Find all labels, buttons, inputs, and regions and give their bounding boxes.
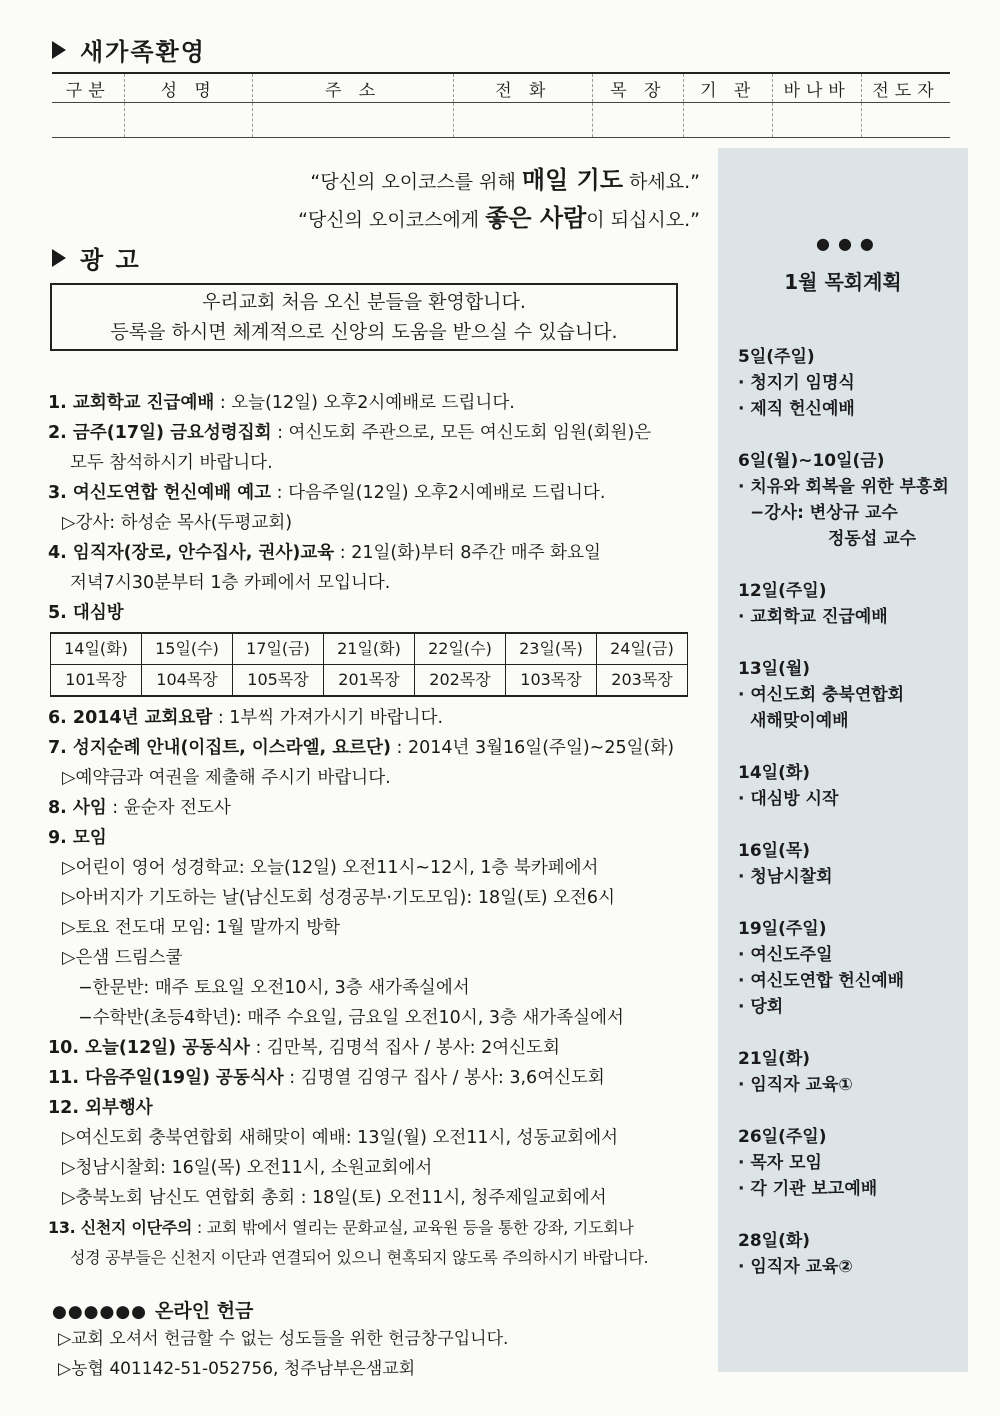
plan-day: 13일(월)	[738, 659, 811, 679]
online-offering-heading: ●●●●●● 온라인 헌금	[52, 1300, 254, 1322]
col-division: 구분	[52, 73, 125, 103]
announcement-13: 13. 신천지 이단주의 : 교회 밖에서 열리는 문화교실, 교육원 등을 통한 강좌, 기도회나	[48, 1218, 634, 1237]
newfamily-table	[52, 72, 950, 138]
announcement-11: 11. 다음주일(19일) 공동식사 : 김명열 김영구 집사 / 봉사: 3,6여신도회	[48, 1068, 605, 1088]
col-evangelist: 전도자	[862, 73, 950, 103]
quote-1: “당신의 오이코스를 위해 매일 기도 하세요.”	[310, 166, 700, 194]
newfamily-empty-row	[52, 103, 950, 138]
plan-day: 12일(주일)	[738, 581, 827, 601]
schedule-days-row: 14일(화) 15일(수) 17일(금) 21일(화) 22일(수) 23일(목) 24일(금)	[51, 633, 688, 665]
announcement-6: 6. 2014년 교회요람 : 1부씩 가져가시기 바랍니다.	[48, 708, 444, 728]
plan-day: 21일(화)	[738, 1049, 811, 1069]
dot-bullets-icon: ●●●●●●	[52, 1302, 148, 1322]
visitation-schedule-table	[50, 632, 688, 697]
dot-bullets-icon: ●●●	[816, 234, 882, 253]
plan-day: 6일(월)~10일(금)	[738, 451, 885, 471]
col-organization: 기 관	[684, 73, 773, 103]
triangle-bullet-icon	[52, 249, 66, 267]
plan-day: 14일(화)	[738, 763, 811, 783]
plan-day: 28일(화)	[738, 1231, 811, 1251]
plan-day: 26일(주일)	[738, 1127, 827, 1147]
announcement-10: 10. 오늘(12일) 공동식사 : 김만복, 김명석 집사 / 봉사: 2여신도회	[48, 1038, 560, 1058]
announcement-8: 8. 사임 : 윤순자 전도사	[48, 798, 231, 818]
col-cell-group: 목 장	[593, 73, 684, 103]
announcement-7: 7. 성지순례 안내(이집트, 이스라엘, 요르단) : 2014년 3월16일(주일)~25일(화)	[48, 738, 675, 758]
monthly-plan-title: 1월 목회계획	[784, 270, 902, 294]
col-address: 주 소	[253, 73, 454, 103]
announcement-list: 1. 교회학교 진급예배 : 오늘(12일) 오후2시예배로 드립니다. 2. 금주(17일) 금요성령집회 : 여신도회 주관으로, 모든 여신도회 임원(회원)은 모두 참석하시기 바랍니다. 3. 여신도연합 헌신예배 예고 : 다음주일(12일) 오후2시예배로 드립니다. ▷강사: 하성순 목사(두평교회) 4. 임직자(장로, 안수집사, 권사)교육 : 21일(화)부터 8주간 매주 화요일 저녁7시30분부터 1층 카페에서 모입니다. 5. 대심방 14일(화) 15일(수) 17일(금) 21일(화) 22일(수) 23일(목) 24일(금) 101목장 104목장 105목장 201목장 202목장 103목장 203목장 6. 2014년 교회요람 : 1부씩 가져가시기 바랍니다. 7. 성지순례 안내(이집트, 이스라엘, 요르단) : 2014년 3월16일(주일)~25일(화) ▷예약금과 여권을 제출해 주시기 바랍니다. 8. 사임 : 윤순자 전도사 9. 모임 ▷어린이 영어 성경학교: 오늘(12일) 오전11시~12시, 1층 북카페에서 ▷아버지가 기도하는 날(남신도회 성경공부·기도모임): 18일(토) 오전6시 ▷토요 전도대 모임: 1월 말까지 방학 ▷은샘 드림스쿨 −한문반: 매주 토요일 오전10시, 3층 새가족실에서 −수학반(초등4학년): 매주 수요일, 금요일 오전10시, 3층 새가족실에서 10. 오늘(12일) 공동식사 : 김만복, 김명석 집사 / 봉사: 2여신도회 11. 다음주일(19일) 공동식사 : 김명열 김영구 집사 / 봉사: 3,6여신도회 12. 외부행사 ▷여신도회 충북연합회 새해맞이 예배: 13일(월) 오전11시, 성동교회에서 ▷청남시찰회: 16일(목) 오전11시, 소원교회에서 ▷충북노회 남신도 연합회 총회 : 18일(토) 오전11시, 청주제일교회에서 13. 신천지 이단주의 : 교회 밖에서 열리는 문화교실, 교육원 등을 통한 강좌, 기도회나 성경 공부들은 신천지 이단과 연결되어 있으니 현혹되지 않도록 주의하시기 바랍니다.	[48, 388, 708, 1273]
schedule-groups-row: 101목장 104목장 105목장 201목장 202목장 103목장 203목장	[51, 665, 688, 697]
col-barnabas: 바나바	[773, 73, 862, 103]
online-offering-info: ▷교회 오셔서 헌금할 수 없는 성도들을 위한 헌금창구입니다. ▷농협 401142-51-052756, 청주남부은샘교회	[58, 1329, 509, 1379]
col-phone: 전 화	[454, 73, 593, 103]
plan-day: 5일(주일)	[738, 347, 815, 367]
plan-day: 16일(목)	[738, 841, 811, 861]
announcement-1: 1. 교회학교 진급예배 : 오늘(12일) 오후2시예배로 드립니다.	[48, 393, 515, 413]
ads-heading: 광 고	[52, 240, 141, 275]
monthly-plan-list: 5일(주일) · 청지기 임명식 · 제직 헌신예배 6일(월)~10일(금) · 치유와 회복을 위한 부흥회 −강사: 변상규 교수 정동섭 교수 12일(주일) · 교회학교 진급예배 13일(월) · 여신도회 충북연합회 새해맞이예배 14일(화) · 대심방 시작 16일(목) · 청남시찰회 19일(주일) · 여신도주일 · 여신도연합 헌신예배 · 당회 21일(화) · 임직자 교육① 26일(주일) · 목자 모임 · 각 기관 보고예배 28일(화) · 임직자 교육②	[738, 344, 968, 1280]
announcement-5: 5. 대심방	[48, 603, 124, 623]
monthly-plan-panel	[718, 148, 968, 1372]
announcement-12: 12. 외부행사	[48, 1098, 153, 1118]
announcement-3: 3. 여신도연합 헌신예배 예고 : 다음주일(12일) 오후2시예배로 드립니다.	[48, 483, 606, 503]
welcome-box: 우리교회 처음 오신 분들을 환영합니다. 등록을 하시면 체계적으로 신앙의 도움을 받으실 수 있습니다.	[50, 283, 678, 351]
announcement-2: 2. 금주(17일) 금요성령집회 : 여신도회 주관으로, 모든 여신도회 임원(회원)은	[48, 423, 652, 443]
announcement-9: 9. 모임	[48, 828, 107, 848]
quote-2: “당신의 오이코스에게 좋은 사람이 되십시오.”	[298, 204, 700, 232]
newfamily-header-row	[52, 73, 950, 103]
announcement-4: 4. 임직자(장로, 안수집사, 권사)교육 : 21일(화)부터 8주간 매주 화요일	[48, 543, 601, 563]
col-name: 성 명	[125, 73, 253, 103]
newfamily-heading: 새가족환영	[52, 32, 206, 67]
triangle-bullet-icon	[52, 41, 66, 59]
plan-day: 19일(주일)	[738, 919, 827, 939]
